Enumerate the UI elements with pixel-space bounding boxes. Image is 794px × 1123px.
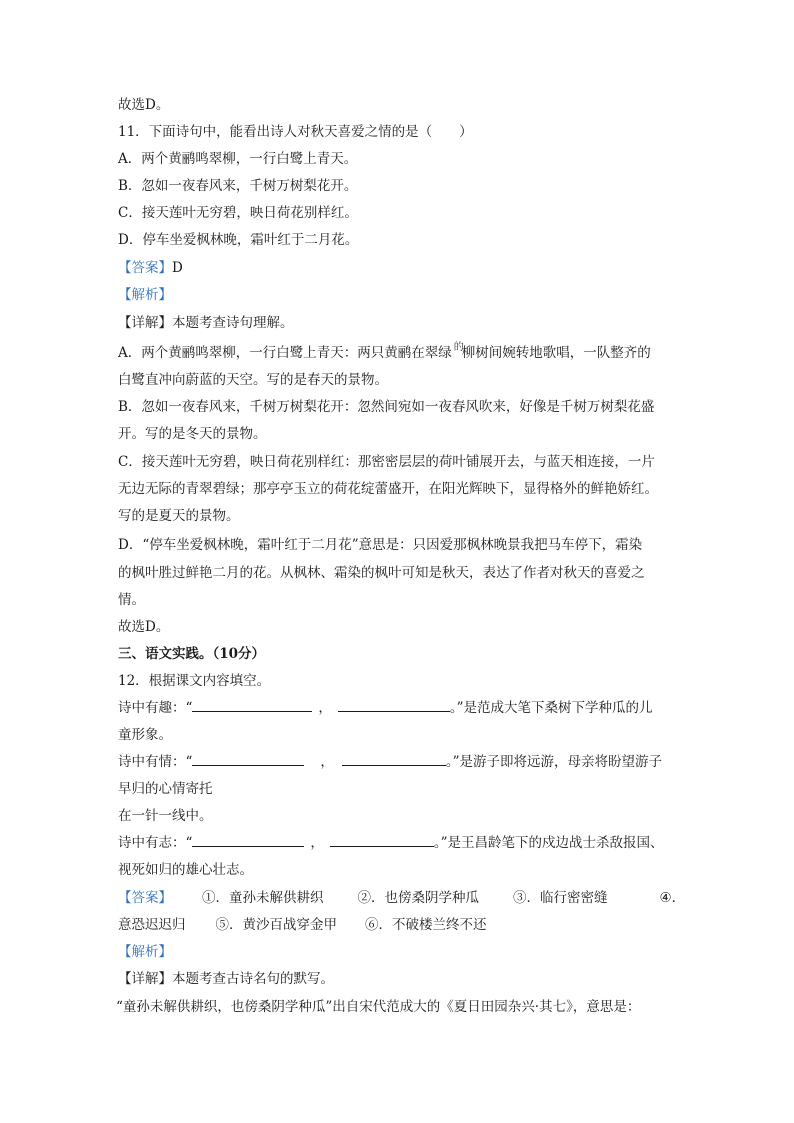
answer-item-1: ①．童孙未解供耕织	[202, 890, 324, 906]
option-d: D．停车坐爱枫林晚，霜叶红于二月花。	[118, 232, 359, 248]
conclusion-line-2: 故选D。	[118, 619, 170, 635]
analysis-label: 【解析】	[118, 287, 172, 303]
explanation-a-sup: 的	[453, 342, 464, 353]
blank-2	[338, 698, 450, 712]
explanation-a-part2: 柳树间婉转地歌唱，一队整齐的	[461, 345, 651, 361]
detail-intro: 【详解】本题考查诗句理解。	[118, 315, 294, 331]
explanation-a-line1	[118, 343, 651, 365]
explanation-b-line1: B．忽如一夜春风来，千树万树梨花开：忽然间宛如一夜春风吹来，好像是千树万树梨花盛	[118, 399, 655, 415]
answer-label-2: 【答案】	[118, 890, 172, 906]
answer-item-5: ⑤．黄沙百战穿金甲	[215, 917, 337, 933]
fill-interest-line	[118, 698, 653, 718]
explanation-c-line1: C．接天莲叶无穷碧，映日荷花别样红：那密密层层的荷叶铺展开去，与蓝天相连接，一片	[118, 454, 655, 470]
conclusion-line: 故选D。	[118, 97, 170, 113]
detail-intro-2: 【详解】本题考查古诗名句的默写。	[118, 971, 334, 987]
answer-item-4: ④．	[659, 890, 686, 906]
explanation-d-line3: 情。	[118, 592, 145, 608]
answer-line-2	[118, 888, 685, 908]
explanation-d-line2: 的枫叶胜过鲜艳二月的花。从枫林、霜染的枫叶可知是秋天，表达了作者对秋天的喜爱之	[118, 565, 645, 581]
fill-emotion-line3: 在一针一线中。	[118, 808, 213, 824]
blank-3	[192, 752, 304, 766]
fill-emotion-prefix: 诗中有情：“	[118, 754, 193, 770]
answer-item-4-cont: 意恐迟迟归	[118, 917, 186, 933]
explanation-d-line1: D．“停车坐爱枫林晚，霜叶红于二月花”意思是：只因爱那枫林晚景我把马车停下，霜染	[118, 537, 643, 553]
fill-ambition-suffix: 。”是王昌龄笔下的戍边战士杀敌报国、	[433, 835, 664, 851]
explanation-b-line2: 开。写的是冬天的景物。	[118, 426, 267, 442]
answer-item-3: ③．临行密密缝	[513, 890, 608, 906]
fill-emotion-line2: 早归的心情寄托	[118, 781, 213, 797]
fill-ambition-line2: 视死如归的雄心壮志。	[118, 862, 253, 878]
fill-interest-comma: ，	[318, 700, 332, 716]
section-heading: 三、语文实践。（10分）	[118, 646, 266, 662]
option-b: B．忽如一夜春风来，千树万树梨花开。	[118, 178, 358, 194]
fill-ambition-comma: ，	[310, 835, 324, 851]
fill-emotion-comma: ，	[320, 754, 334, 770]
explanation-c-line2: 无边无际的青翠碧绿；那亭亭玉立的荷花绽蕾盛开，在阳光辉映下，显得格外的鲜艳娇红。	[118, 481, 658, 497]
option-c: C．接天莲叶无穷碧，映日荷花别样红。	[118, 205, 358, 221]
fill-emotion-line	[118, 752, 662, 772]
blank-6	[330, 833, 434, 847]
analysis-label-2: 【解析】	[118, 944, 172, 960]
poem-source-line: “童孙未解供耕织，也傍桑阴学种瓜”出自宋代范成大的《夏日田园杂兴·其七》，意思是：	[116, 999, 641, 1015]
explanation-a-part1: A．两个黄鹂鸣翠柳，一行白鹭上青天：两只黄鹂在翠绿	[118, 345, 452, 361]
blank-4	[342, 752, 446, 766]
answer-value: D	[172, 260, 183, 276]
question-11: 11．下面诗句中，能看出诗人对秋天喜爱之情的是（ ）	[118, 124, 473, 140]
answer-line	[118, 258, 183, 278]
fill-interest-prefix: 诗中有趣：“	[118, 700, 193, 716]
fill-interest-suffix: 。”是范成大笔下桑树下学种瓜的儿	[449, 700, 653, 716]
fill-interest-line2: 童形象。	[118, 727, 172, 743]
option-a: A．两个黄鹂鸣翠柳，一行白鹭上青天。	[118, 151, 358, 167]
explanation-c-line3: 写的是夏天的景物。	[118, 508, 240, 524]
answer-item-6: ⑥．不破楼兰终不还	[365, 917, 487, 933]
blank-5	[192, 833, 304, 847]
blank-1	[192, 698, 312, 712]
answer-label: 【答案】	[118, 260, 172, 276]
fill-ambition-line	[118, 833, 664, 853]
fill-ambition-prefix: 诗中有志：“	[118, 835, 193, 851]
fill-emotion-suffix: 。”是游子即将远游，母亲将盼望游子	[445, 754, 663, 770]
answer-line-3	[118, 915, 487, 935]
answer-item-2: ②．也傍桑阴学种瓜	[357, 890, 479, 906]
explanation-a-line2: 白鹭直冲向蔚蓝的天空。写的是春天的景物。	[118, 372, 388, 388]
question-12: 12．根据课文内容填空。	[118, 673, 271, 689]
